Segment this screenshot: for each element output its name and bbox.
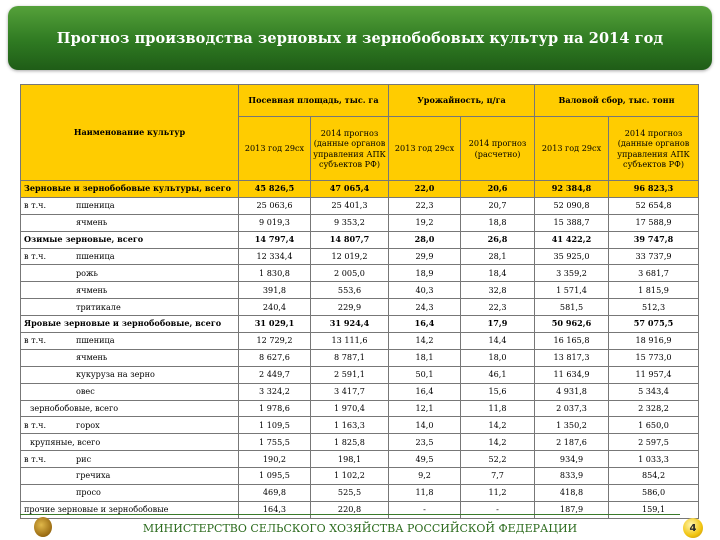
value-cell: 9,2 — [389, 468, 461, 485]
value-cell: 1 350,2 — [535, 417, 609, 434]
crop-name-cell — [21, 231, 239, 248]
value-cell: 4 931,8 — [535, 383, 609, 400]
value-cell: 18,4 — [461, 265, 535, 282]
value-cell: 14 807,7 — [311, 231, 389, 248]
value-cell: 50 962,6 — [535, 316, 609, 333]
value-cell: 2 328,2 — [609, 400, 699, 417]
table-row — [21, 282, 699, 299]
value-cell: 92 384,8 — [535, 181, 609, 198]
crop-prefix — [24, 387, 76, 396]
table-row — [21, 265, 699, 282]
value-cell: 5 343,4 — [609, 383, 699, 400]
value-cell: 12 334,4 — [239, 248, 311, 265]
table-row — [21, 366, 699, 383]
table-row — [21, 181, 699, 198]
crop-name-cell — [21, 248, 239, 265]
harvest-2013-header: 2013 год 29сх — [535, 117, 609, 181]
ministry-name: МИНИСТЕРСТВО СЕЛЬСКОГО ХОЗЯЙСТВА РОССИЙСКОЙ ФЕДЕРАЦИИ — [142, 521, 578, 535]
value-cell: 1 650,0 — [609, 417, 699, 434]
value-cell: 553,6 — [311, 282, 389, 299]
value-cell: 23,5 — [389, 434, 461, 451]
value-cell: 28,0 — [389, 231, 461, 248]
crop-prefix — [24, 488, 76, 497]
value-cell: 39 747,8 — [609, 231, 699, 248]
value-cell: 229,9 — [311, 299, 389, 316]
crop-name: ячмень — [76, 284, 108, 295]
crop-name: ячмень — [76, 352, 108, 363]
area-2013-header: 2013 год 29сх — [239, 117, 311, 181]
value-cell: 18,0 — [461, 349, 535, 366]
value-cell: 240,4 — [239, 299, 311, 316]
title-banner — [8, 6, 712, 70]
value-cell: 7,7 — [461, 468, 535, 485]
table-row — [21, 451, 699, 468]
value-cell: 13 817,3 — [535, 349, 609, 366]
harvest-group-header: Валовой сбор, тыс. тонн — [535, 85, 699, 117]
crop-name-cell — [21, 434, 239, 451]
value-cell: 17 588,9 — [609, 214, 699, 231]
table-row — [21, 468, 699, 485]
table-row — [21, 214, 699, 231]
crop-name: Зерновые и зернобобовые культуры, всего — [24, 183, 231, 194]
crop-prefix — [24, 471, 76, 480]
value-cell: 14,2 — [389, 333, 461, 350]
value-cell: 22,3 — [461, 299, 535, 316]
table-row — [21, 501, 699, 518]
crop-prefix — [24, 286, 76, 295]
value-cell: 512,3 — [609, 299, 699, 316]
value-cell: 190,2 — [239, 451, 311, 468]
value-cell: 25 401,3 — [311, 197, 389, 214]
value-cell: 52 090,8 — [535, 197, 609, 214]
value-cell: 24,3 — [389, 299, 461, 316]
crop-name: овес — [76, 385, 95, 396]
value-cell: 9 019,3 — [239, 214, 311, 231]
value-cell: 40,3 — [389, 282, 461, 299]
forecast-table-container — [20, 84, 698, 519]
yield-2013-header: 2013 год 29сх — [389, 117, 461, 181]
value-cell: 1 815,9 — [609, 282, 699, 299]
crop-prefix — [24, 269, 76, 278]
table-row — [21, 417, 699, 434]
crop-name: прочие зерновые и зернобобовые — [24, 504, 169, 515]
value-cell: 2 597,5 — [609, 434, 699, 451]
value-cell: 45 826,5 — [239, 181, 311, 198]
value-cell: 15 773,0 — [609, 349, 699, 366]
crop-name-cell — [21, 214, 239, 231]
crop-name-cell — [21, 417, 239, 434]
value-cell: 1 033,3 — [609, 451, 699, 468]
crop-prefix: в т.ч. — [24, 453, 47, 464]
value-cell: 1 102,2 — [311, 468, 389, 485]
value-cell: 13 111,6 — [311, 333, 389, 350]
value-cell: 14,2 — [461, 417, 535, 434]
value-cell: 934,9 — [535, 451, 609, 468]
value-cell: - — [461, 501, 535, 518]
value-cell: 33 737,9 — [609, 248, 699, 265]
crop-prefix: в т.ч. — [24, 250, 47, 261]
value-cell: 18,8 — [461, 214, 535, 231]
value-cell: 35 925,0 — [535, 248, 609, 265]
crop-name-cell — [21, 316, 239, 333]
value-cell: 29,9 — [389, 248, 461, 265]
crop-prefix — [24, 218, 76, 227]
crop-name: пшеница — [76, 250, 115, 261]
value-cell: 16,4 — [389, 383, 461, 400]
table-row — [21, 248, 699, 265]
crop-name: горох — [76, 419, 100, 430]
crop-name-cell — [21, 501, 239, 518]
value-cell: 18,1 — [389, 349, 461, 366]
value-cell: 26,8 — [461, 231, 535, 248]
value-cell: 28,1 — [461, 248, 535, 265]
crop-name-cell — [21, 451, 239, 468]
crop-name: тритикале — [76, 301, 121, 312]
value-cell: 1 755,5 — [239, 434, 311, 451]
crop-name: зернобобовые, всего — [30, 402, 119, 413]
table-row — [21, 333, 699, 350]
table-row — [21, 485, 699, 502]
value-cell: 14 797,4 — [239, 231, 311, 248]
value-cell: 2 005,0 — [311, 265, 389, 282]
crop-name: рис — [76, 453, 92, 464]
crop-name: пшеница — [76, 335, 115, 346]
value-cell: 164,3 — [239, 501, 311, 518]
value-cell: 14,2 — [461, 434, 535, 451]
value-cell: 18,9 — [389, 265, 461, 282]
value-cell: 3 417,7 — [311, 383, 389, 400]
value-cell: 11 957,4 — [609, 366, 699, 383]
value-cell: 159,1 — [609, 501, 699, 518]
table-row — [21, 197, 699, 214]
value-cell: 50,1 — [389, 366, 461, 383]
value-cell: 16,4 — [389, 316, 461, 333]
value-cell: 8 627,6 — [239, 349, 311, 366]
crop-name-cell — [21, 282, 239, 299]
footer — [0, 518, 720, 538]
forecast-table — [20, 84, 699, 519]
crop-name-cell — [21, 400, 239, 417]
crop-name: рожь — [76, 267, 98, 278]
value-cell: 220,8 — [311, 501, 389, 518]
value-cell: 52 654,8 — [609, 197, 699, 214]
table-row — [21, 383, 699, 400]
value-cell: 1 163,3 — [311, 417, 389, 434]
value-cell: 47 065,4 — [311, 181, 389, 198]
crop-name-cell — [21, 333, 239, 350]
value-cell: 15,6 — [461, 383, 535, 400]
value-cell: 31 924,4 — [311, 316, 389, 333]
crop-name-cell — [21, 383, 239, 400]
value-cell: 32,8 — [461, 282, 535, 299]
value-cell: 22,0 — [389, 181, 461, 198]
value-cell: 418,8 — [535, 485, 609, 502]
value-cell: 57 075,5 — [609, 316, 699, 333]
value-cell: 12 729,2 — [239, 333, 311, 350]
crop-name-cell — [21, 468, 239, 485]
value-cell: 96 823,3 — [609, 181, 699, 198]
yield-group-header: Урожайность, ц/га — [389, 85, 535, 117]
value-cell: 15 388,7 — [535, 214, 609, 231]
value-cell: 581,5 — [535, 299, 609, 316]
crop-name: гречиха — [76, 470, 111, 481]
name-column-header: Наименование культур — [21, 85, 239, 181]
value-cell: 14,0 — [389, 417, 461, 434]
table-row — [21, 299, 699, 316]
value-cell: 41 422,2 — [535, 231, 609, 248]
crop-name-cell — [21, 197, 239, 214]
yield-2014-header: 2014 прогноз (расчетно) — [461, 117, 535, 181]
value-cell: 3 324,2 — [239, 383, 311, 400]
value-cell: 19,2 — [389, 214, 461, 231]
value-cell: 2 449,7 — [239, 366, 311, 383]
crop-name-cell — [21, 181, 239, 198]
table-row — [21, 434, 699, 451]
crop-prefix — [24, 303, 76, 312]
table-body — [21, 181, 699, 519]
value-cell: 3 681,7 — [609, 265, 699, 282]
crop-prefix: в т.ч. — [24, 200, 47, 211]
value-cell: 1 095,5 — [239, 468, 311, 485]
value-cell: 20,6 — [461, 181, 535, 198]
crop-name-cell — [21, 265, 239, 282]
value-cell: 12 019,2 — [311, 248, 389, 265]
crop-name-cell — [21, 349, 239, 366]
value-cell: 20,7 — [461, 197, 535, 214]
value-cell: 2 591,1 — [311, 366, 389, 383]
crop-name: ячмень — [76, 217, 108, 228]
table-row — [21, 231, 699, 248]
value-cell: 11,8 — [389, 485, 461, 502]
value-cell: 14,4 — [461, 333, 535, 350]
value-cell: 18 916,9 — [609, 333, 699, 350]
value-cell: 1 109,5 — [239, 417, 311, 434]
crop-name: кукуруза на зерно — [76, 369, 155, 380]
value-cell: 2 187,6 — [535, 434, 609, 451]
crop-name-cell — [21, 299, 239, 316]
footer-divider — [20, 514, 680, 515]
value-cell: 187,9 — [535, 501, 609, 518]
crop-name-cell — [21, 366, 239, 383]
crop-name: Яровые зерновые и зернобобовые, всего — [24, 318, 222, 329]
value-cell: 49,5 — [389, 451, 461, 468]
crop-name: Озимые зерновые, всего — [24, 233, 144, 244]
value-cell: 198,1 — [311, 451, 389, 468]
value-cell: - — [389, 501, 461, 518]
value-cell: 1 830,8 — [239, 265, 311, 282]
value-cell: 586,0 — [609, 485, 699, 502]
table-row — [21, 316, 699, 333]
value-cell: 833,9 — [535, 468, 609, 485]
area-group-header: Посевная площадь, тыс. га — [239, 85, 389, 117]
crop-prefix: в т.ч. — [24, 419, 47, 430]
value-cell: 52,2 — [461, 451, 535, 468]
value-cell: 1 970,4 — [311, 400, 389, 417]
table-row — [21, 400, 699, 417]
value-cell: 1 978,6 — [239, 400, 311, 417]
value-cell: 11,8 — [461, 400, 535, 417]
value-cell: 17,9 — [461, 316, 535, 333]
value-cell: 525,5 — [311, 485, 389, 502]
harvest-2014-header: 2014 прогноз (данные органов управления АПК субъектов РФ) — [609, 117, 699, 181]
table-row — [21, 349, 699, 366]
crop-name: пшеница — [76, 200, 115, 211]
value-cell: 8 787,1 — [311, 349, 389, 366]
value-cell: 1 825,8 — [311, 434, 389, 451]
value-cell: 11,2 — [461, 485, 535, 502]
value-cell: 31 029,1 — [239, 316, 311, 333]
page-title: Прогноз производства зерновых и зернобобовых культур на 2014 год — [56, 29, 664, 47]
page-number: 4 — [683, 518, 703, 538]
value-cell: 854,2 — [609, 468, 699, 485]
crop-prefix: в т.ч. — [24, 335, 47, 346]
value-cell: 11 634,9 — [535, 366, 609, 383]
value-cell: 9 353,2 — [311, 214, 389, 231]
value-cell: 46,1 — [461, 366, 535, 383]
value-cell: 25 063,6 — [239, 197, 311, 214]
value-cell: 12,1 — [389, 400, 461, 417]
value-cell: 22,3 — [389, 197, 461, 214]
crop-name-cell — [21, 485, 239, 502]
value-cell: 3 359,2 — [535, 265, 609, 282]
crop-prefix — [24, 353, 76, 362]
crop-name: крупяные, всего — [30, 436, 101, 447]
value-cell: 2 037,3 — [535, 400, 609, 417]
crop-prefix — [24, 370, 76, 379]
value-cell: 1 571,4 — [535, 282, 609, 299]
area-2014-header: 2014 прогноз (данные органов управления АПК субъектов РФ) — [311, 117, 389, 181]
value-cell: 469,8 — [239, 485, 311, 502]
value-cell: 16 165,8 — [535, 333, 609, 350]
crop-name: просо — [76, 487, 101, 498]
value-cell: 391,8 — [239, 282, 311, 299]
